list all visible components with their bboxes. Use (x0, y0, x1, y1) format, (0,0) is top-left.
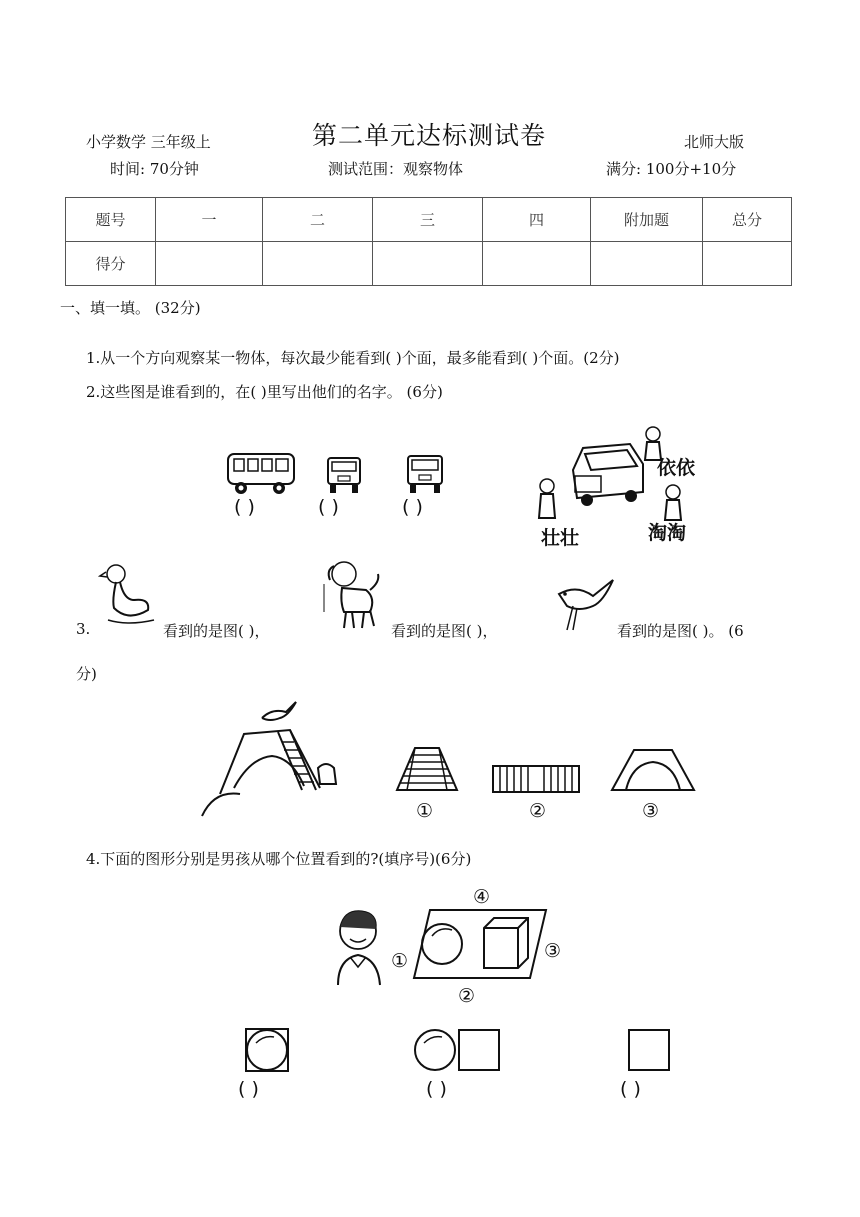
bird-icon (553, 572, 617, 634)
exam-time: 时间: 70分钟 (110, 160, 199, 178)
boy-icon (328, 905, 390, 989)
question-3-part3: 看到的是图( )。 (6 (617, 622, 744, 640)
answer-blank[interactable]: ( ) (620, 1078, 641, 1100)
question-4: 4.下面的图形分别是男孩从哪个位置看到的?(填序号)(6分) (86, 850, 472, 868)
circle-and-square-view-icon (413, 1027, 503, 1073)
table-cell: 四 (483, 198, 591, 242)
full-score: 满分: 100分+10分 (606, 160, 737, 178)
dog-icon (320, 556, 386, 634)
answer-blank[interactable]: ( ) (238, 1078, 259, 1100)
square-view-icon (626, 1027, 672, 1073)
view-label-3: ③ (642, 800, 660, 822)
score-input-cell[interactable] (591, 242, 703, 286)
slide-view-1-icon (393, 742, 463, 794)
question-3-number: 3. (76, 620, 91, 638)
child-name-yiyi: 依依 (657, 457, 696, 479)
question-3-tail: 分) (76, 665, 97, 683)
question-2: 2.这些图是谁看到的，在( )里写出他们的名字。 (6分) (86, 383, 443, 401)
subject-grade: 小学数学 三年级上 (86, 133, 211, 151)
question-3-part1: 看到的是图( )， (163, 622, 270, 640)
bus-side-view-icon (228, 454, 294, 494)
answer-blank[interactable]: ( ) (426, 1078, 447, 1100)
score-input-cell[interactable] (373, 242, 483, 286)
score-input-cell[interactable] (263, 242, 373, 286)
page-title: 第二单元达标测试卷 (312, 121, 547, 150)
position-label-2: ② (458, 985, 476, 1007)
score-input-cell[interactable] (156, 242, 263, 286)
view-label-1: ① (416, 800, 434, 822)
table-row (66, 198, 792, 242)
score-input-cell[interactable] (703, 242, 792, 286)
slide-view-2-icon (490, 762, 582, 794)
score-input-cell[interactable] (483, 242, 591, 286)
question-3-part2: 看到的是图( )， (391, 622, 498, 640)
position-label-4: ④ (473, 886, 491, 908)
table-cell: 附加题 (591, 198, 703, 242)
slide-view-3-icon (608, 744, 698, 794)
table-cell: 一 (156, 198, 263, 242)
answer-blank[interactable]: ( ) (318, 496, 339, 518)
bus-front-view-icon (328, 458, 360, 493)
table-row (66, 242, 792, 286)
table-cell: 三 (373, 198, 483, 242)
exam-scope: 测试范围：观察物体 (328, 160, 464, 178)
publisher: 北师大版 (684, 133, 745, 151)
question-1: 1.从一个方向观察某一物体，每次最少能看到( )个面，最多能看到( )个面。(2分) (86, 349, 620, 367)
table-with-objects-illustration (410, 908, 550, 980)
table-cell: 二 (263, 198, 373, 242)
child-name-zhuangzhuang: 壮壮 (541, 527, 580, 549)
table-cell: 总分 (703, 198, 792, 242)
table-cell: 题号 (66, 198, 156, 242)
position-label-1: ① (391, 950, 409, 972)
position-label-3: ③ (544, 940, 562, 962)
vehicle-views-illustration (220, 448, 470, 498)
score-table (65, 197, 792, 286)
answer-blank[interactable]: ( ) (402, 496, 423, 518)
table-cell: 得分 (66, 242, 156, 286)
duck-icon (98, 560, 156, 632)
slide-scene-illustration (200, 698, 360, 826)
view-label-2: ② (529, 800, 547, 822)
circle-in-square-view-icon (244, 1027, 290, 1073)
answer-blank[interactable]: ( ) (234, 496, 255, 518)
bus-back-view-icon (408, 456, 442, 493)
section-heading: 一、填一填。 (32分) (60, 299, 201, 317)
child-name-taotao: 淘淘 (648, 522, 687, 544)
